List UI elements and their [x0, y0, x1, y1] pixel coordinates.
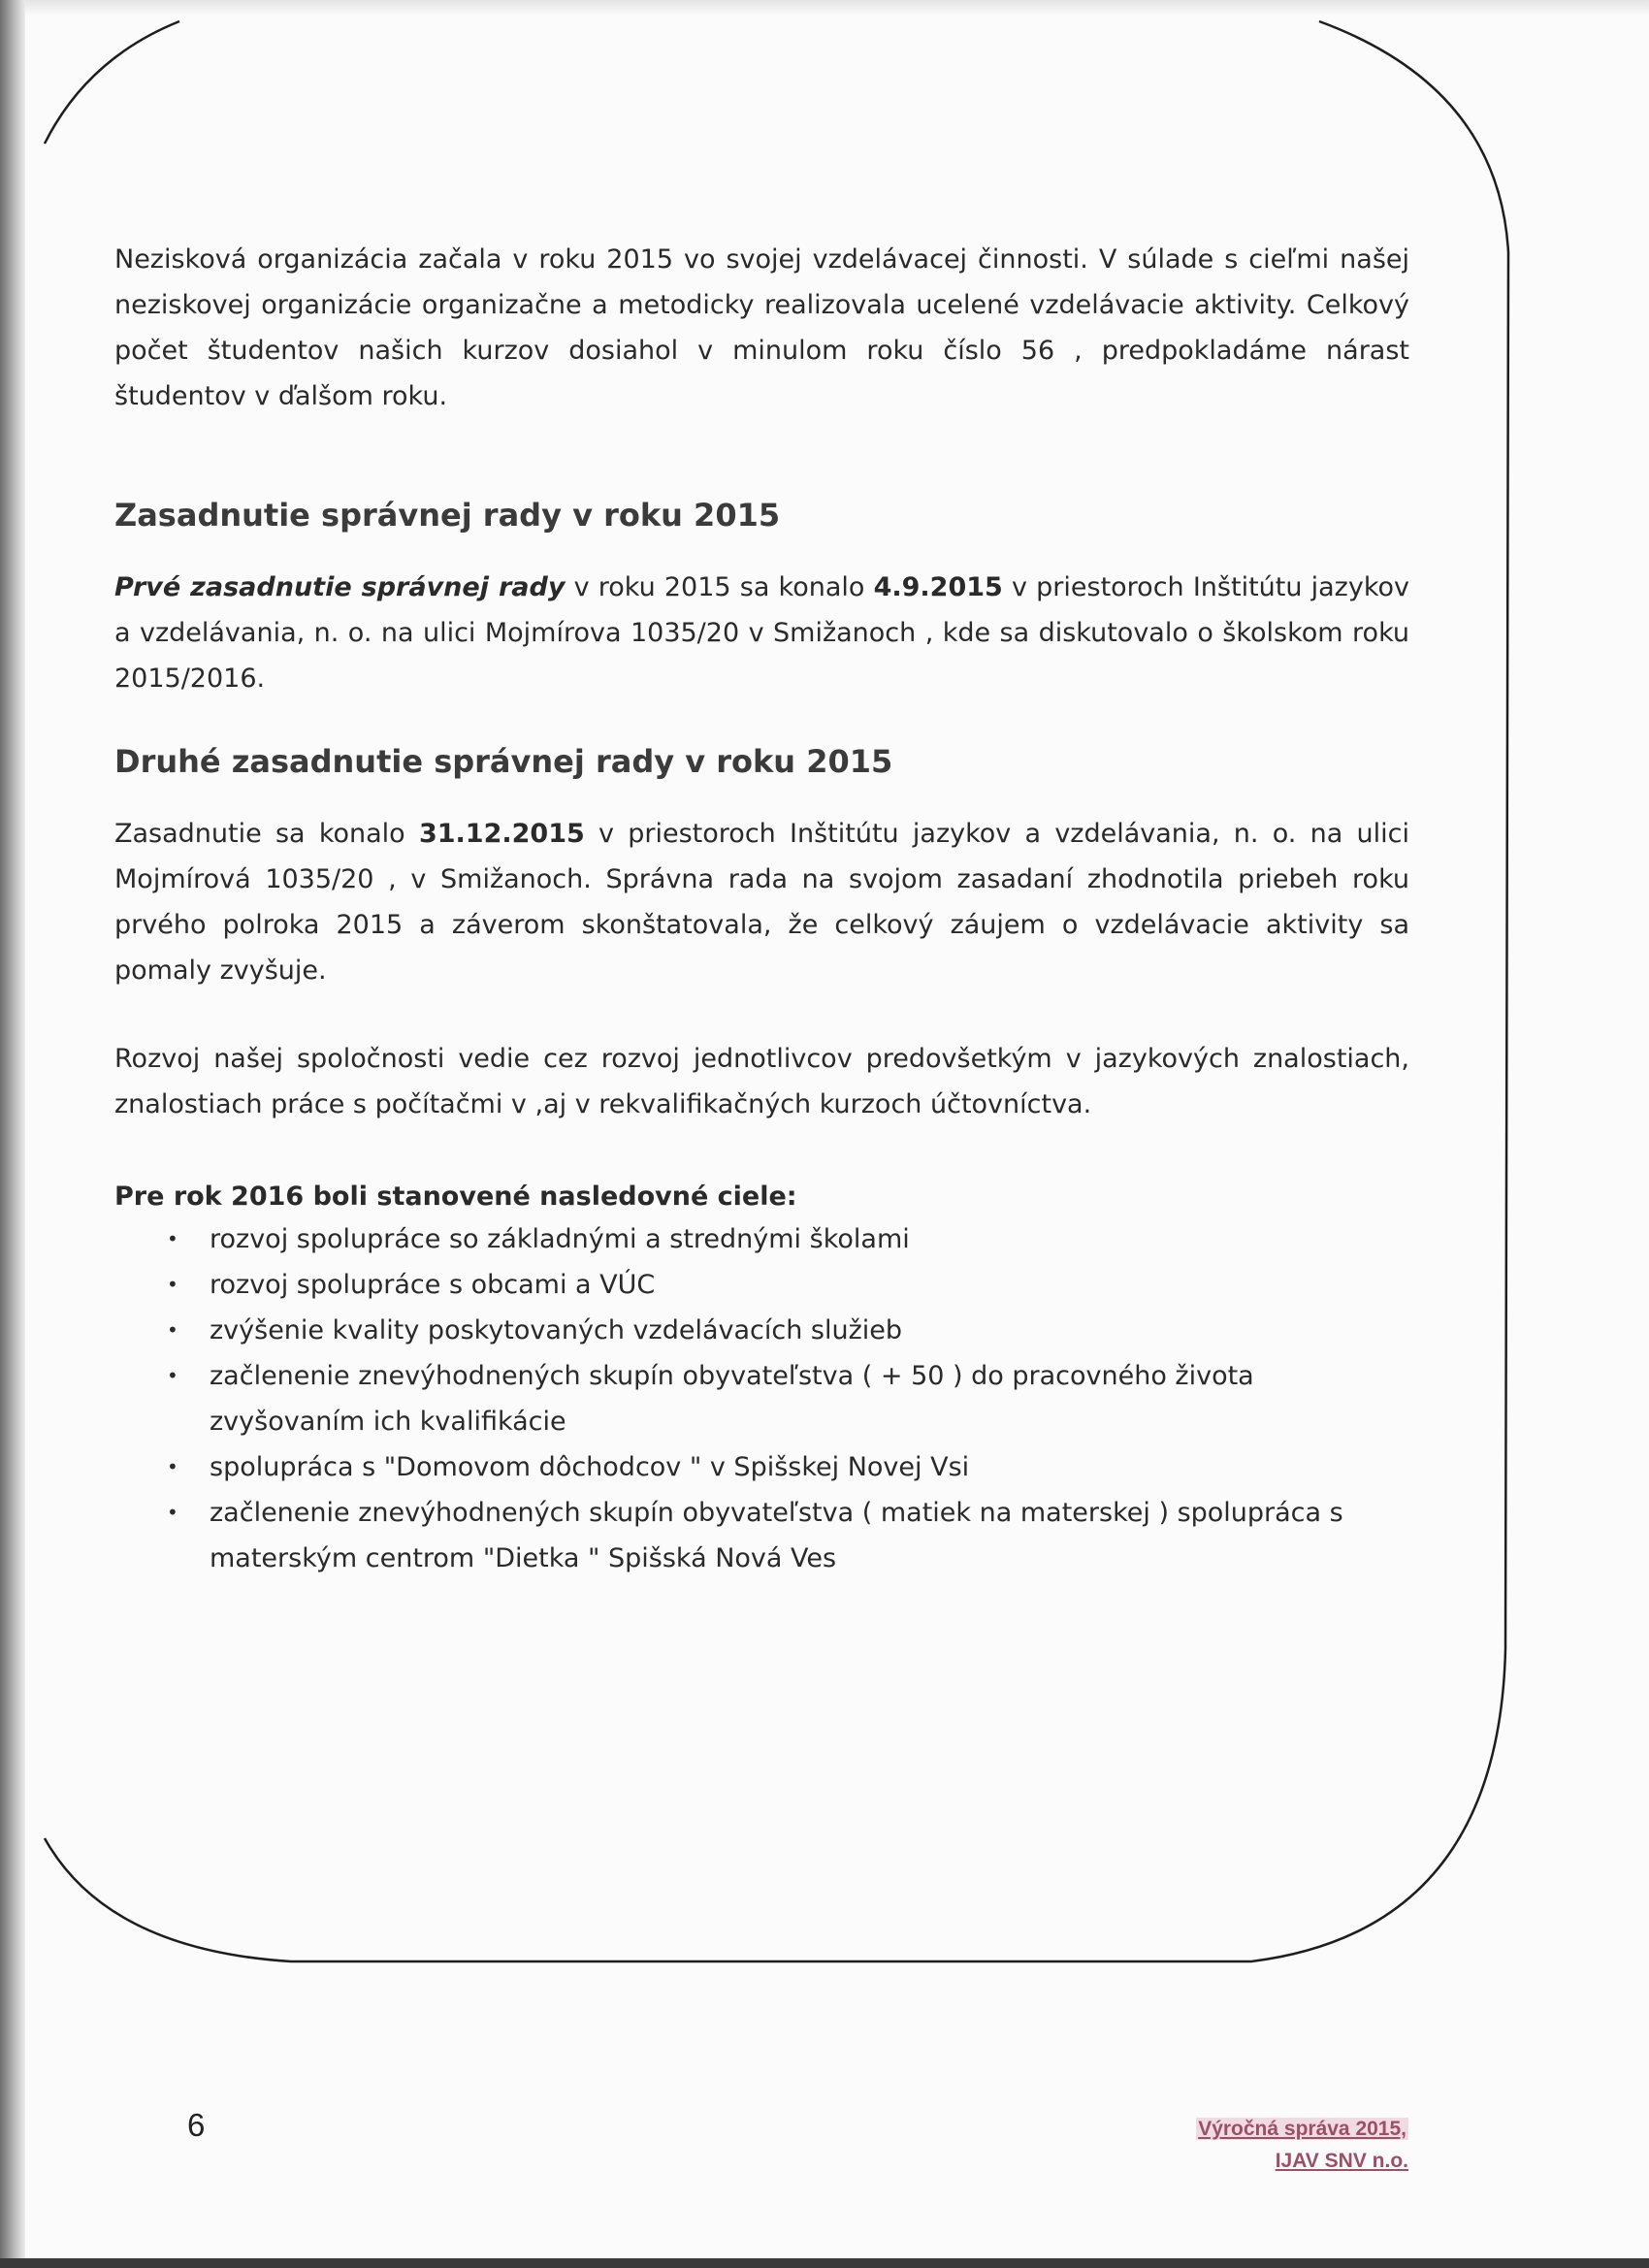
goal-item-text: rozvoj spolupráce s obcami a VÚC: [210, 1270, 656, 1300]
goal-item: [114, 1216, 1409, 1262]
bullet-icon: •: [167, 1273, 178, 1296]
page-number: 6: [187, 2107, 206, 2143]
bullet-icon: •: [167, 1501, 178, 1524]
first-meeting-lead: Prvé zasadnutie správnej rady: [114, 572, 566, 602]
intro-paragraph: Nezisková organizácia začala v roku 2015 vo svojej vzdelávacej činnosti. V súlade s cieľmi našej neziskovej organizácie organizačne a metodicky realizovala ucelené vzdelávacie aktivity. Celkový počet študentov našich kurzov dosiahol v minulom roku číslo 56 , predpokladáme nárast študentov v ďalšom roku.: [114, 244, 1409, 411]
goal-item: [114, 1308, 1409, 1353]
first-meeting-paragraph: [114, 565, 1409, 701]
second-meeting-date: 31.12.2015: [418, 819, 585, 849]
first-meeting-date: 4.9.2015: [873, 572, 1003, 602]
first-meeting-text-b: v priestoroch Inštitútu jazykov a vzdelávania, n. o. na ulici Mojmírova 1035/20 v Smižanoch , kde sa diskutovalo o školskom roku 2015/2016.: [114, 572, 1410, 694]
bullet-icon: •: [167, 1318, 178, 1342]
footer-organization: IJAV SNV n.o.: [1275, 2150, 1408, 2172]
footer-report-info: [1196, 2113, 1408, 2177]
goal-item-text: začlenenie znevýhodnených skupín obyvateľstva ( + 50 ) do pracovného života zvyšovaním ich kvalifikácie: [210, 1361, 1254, 1437]
bullet-icon: •: [167, 1227, 178, 1250]
second-meeting-text-a: Zasadnutie sa konalo: [114, 819, 419, 849]
goal-item: [114, 1353, 1409, 1444]
section-heading-second-meeting: Druhé zasadnutie správnej rady v roku 2015: [114, 743, 893, 780]
goal-item: [114, 1262, 1409, 1308]
goal-item-text: spolupráca s "Domovom dôchodcov " v Spišskej Novej Vsi: [210, 1452, 970, 1482]
second-meeting-text-b: v priestoroch Inštitútu jazykov a vzdelávania, n. o. na ulici Mojmírová 1035/20 , v Smižanoch. Správna rada na svojom zasadaní zhodnotila priebeh roku prvého polroka 2015 a záverom skonštatovala, že celkový záujem o vzdelávacie aktivity sa pomaly zvyšuje.: [114, 819, 1409, 986]
goals-title: Pre rok 2016 boli stanovené nasledovné ciele:: [114, 1182, 797, 1212]
second-meeting-paragraph: [114, 811, 1409, 993]
development-paragraph: Rozvoj našej spoločnosti vedie cez rozvoj jednotlivcov predovšetkým v jazykových znalostiach, znalostiach práce s počítačmi v ,aj v rekvalifikačných kurzoch účtovníctva.: [114, 1044, 1409, 1119]
goal-item-text: začlenenie znevýhodnených skupín obyvateľstva ( matiek na materskej ) spolupráca s materským centrom "Dietka " Spišská Nová Ves: [210, 1498, 1343, 1573]
bullet-icon: •: [167, 1364, 178, 1387]
bullet-icon: •: [167, 1455, 178, 1478]
footer-report-title: Výročná správa 2015,: [1198, 2118, 1406, 2140]
goal-item-text: rozvoj spolupráce so základnými a strednými školami: [210, 1224, 910, 1254]
goal-item: [114, 1444, 1409, 1490]
section-heading-board-meetings: Zasadnutie správnej rady v roku 2015: [114, 497, 781, 534]
goal-item-text: zvýšenie kvality poskytovaných vzdelávacích služieb: [210, 1315, 903, 1345]
goal-item: [114, 1490, 1409, 1581]
first-meeting-text-a: v roku 2015 sa konalo: [565, 572, 874, 602]
